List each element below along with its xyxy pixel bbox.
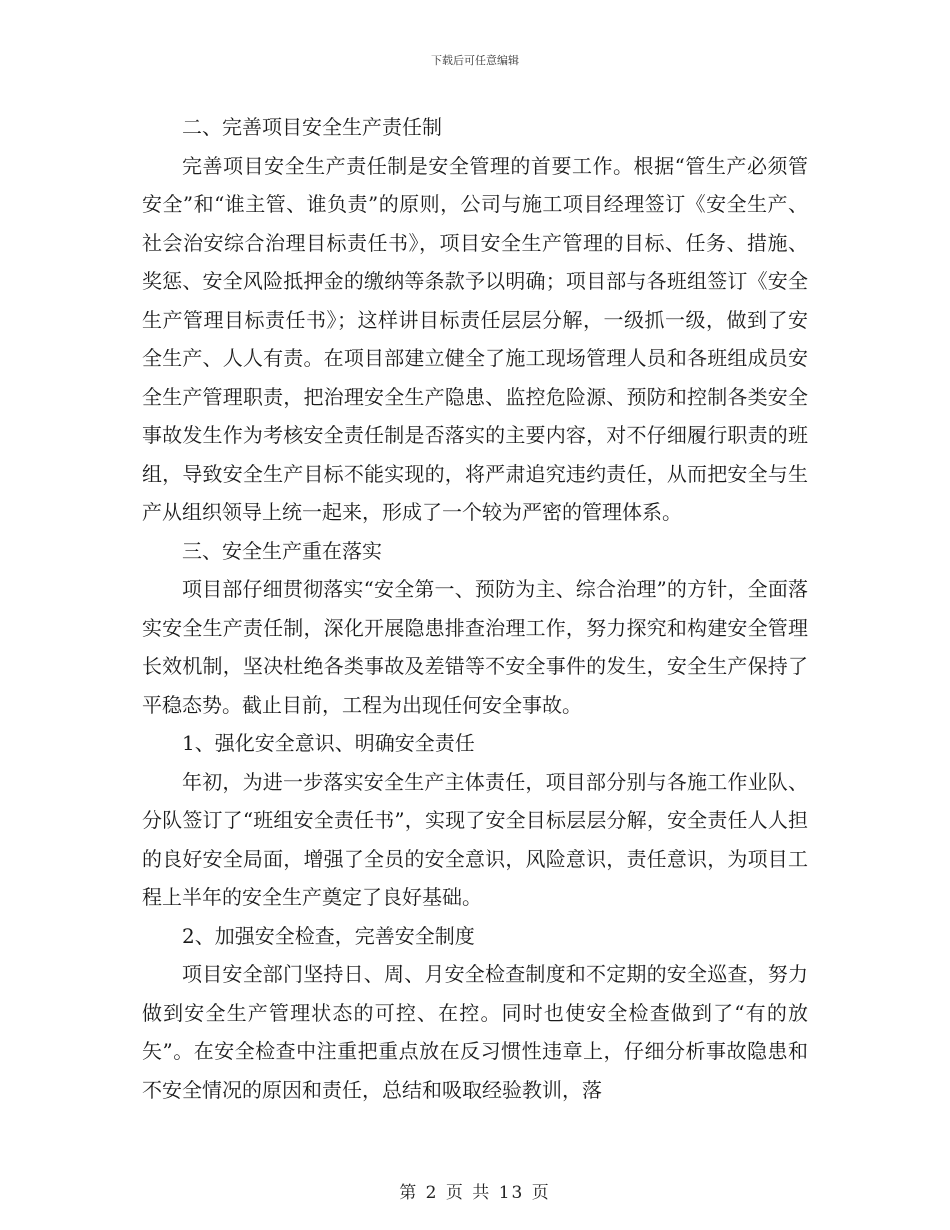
paragraph: 完善项目安全生产责任制是安全管理的首要工作。根据“管生产必须管安全”和“谁主管、谁负责”的原则，公司与施工项目经理签订《安全生产、社会治安综合治理目标责任书》，项目安全生产管理的目标、任务、措施、奖惩、安全风险抵押金的缴纳等条款予以明确；项目部与各班组签订《安全生产管理目标责任书》；这样讲目标责任层层分解，一级抓一级，做到了安全生产、人人有责。在项目部建立健全了施工现场管理人员和各班组成员安全生产管理职责，把治理安全生产隐患、监控危险源、预防和控制各类安全事故发生作为考核安全责任制是否落实的主要内容，对不仔细履行职责的班组，导致安全生产目标不能实现的，将严肃追究违约责任，从而把安全与生产从组织领导上统一起来，形成了一个较为严密的管理体系。	[142, 153, 808, 524]
paragraph: 年初，为进一步落实安全生产主体责任，项目部分别与各施工作业队、分队签订了“班组安全责任书”，实现了安全目标层层分解，安全责任人人担的良好安全局面，增强了全员的安全意识，风险意识，责任意识，为项目工程上半年的安全生产奠定了良好基础。	[142, 769, 808, 909]
subsection-heading-1: 1、强化安全意识、明确安全责任	[182, 731, 475, 755]
paragraph: 项目部仔细贯彻落实“安全第一、预防为主、综合治理”的方针，全面落实安全生产责任制，深化开展隐患排查治理工作，努力探究和构建安全管理长效机制，坚决杜绝各类事故及差错等不安全事件的发生，安全生产保持了平稳态势。截止目前，工程为出现任何安全事故。	[142, 577, 808, 717]
document-body	[142, 108, 808, 1109]
page-header-note: 下载后可任意编辑	[431, 54, 519, 67]
section-heading-2: 二、完善项目安全生产责任制	[182, 115, 442, 139]
paragraph: 项目安全部门坚持日、周、月安全检查制度和不定期的安全巡查，努力做到安全生产管理状态的可控、在控。同时也使安全检查做到了“有的放矢”。在安全检查中注重把重点放在反习惯性违章上，仔细分析事故隐患和不安全情况的原因和责任，总结和吸取经验教训，落	[142, 962, 808, 1102]
subsection-heading-2: 2、加强安全检查，完善安全制度	[182, 923, 475, 948]
section-heading-3: 三、安全生产重在落实	[182, 538, 382, 563]
page-number-footer: 第 2 页 共 13 页	[399, 1183, 551, 1203]
